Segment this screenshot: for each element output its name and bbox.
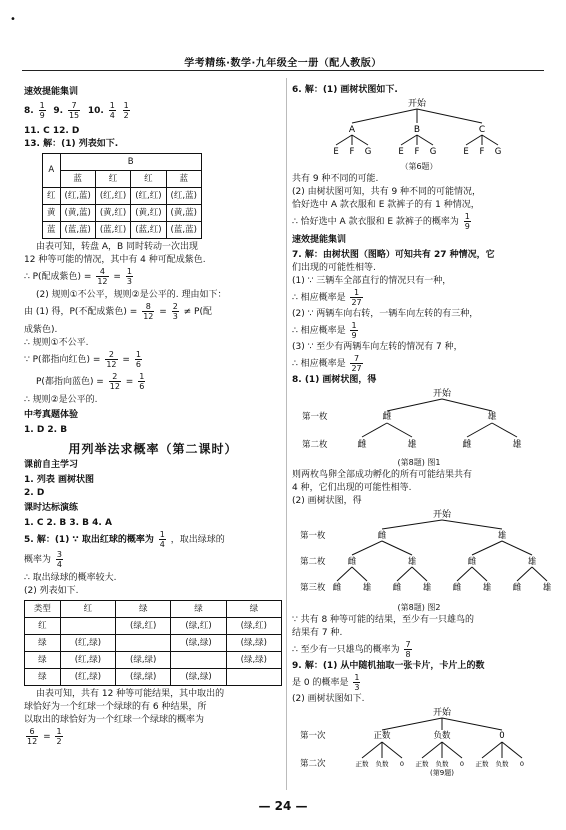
table-col-header: 类型 xyxy=(25,601,61,618)
text-line: 9. 解：(1) 从中随机抽取一张卡片，卡片上的数 xyxy=(292,661,485,671)
q-number: 10. xyxy=(87,106,104,116)
tree-edge xyxy=(352,541,382,555)
fraction: $\frac{2}{12}$ xyxy=(106,350,117,369)
tree-diagram-q6 xyxy=(292,97,542,159)
fraction: $\frac{1}{6}$ xyxy=(139,372,145,391)
tree-edge xyxy=(442,520,502,529)
table-cell: 绿 xyxy=(25,635,61,652)
figure-caption: (第8题) 图2 xyxy=(397,603,441,612)
table-col-header: 红 xyxy=(95,171,130,188)
table-cell xyxy=(60,618,115,635)
table-row xyxy=(25,652,282,669)
tree-leaf: F xyxy=(479,147,485,157)
tree-edge xyxy=(412,567,427,581)
table-row xyxy=(25,669,282,686)
left-column xyxy=(24,84,282,749)
text-line: 则两枚鸟卵全部成功孵化的所有可能结果共有 xyxy=(292,470,473,480)
q-number: 8. xyxy=(24,106,34,116)
text-line: (2) 画树状图，得 xyxy=(292,496,362,506)
section-heading: 中考真题体验 xyxy=(24,410,79,420)
tree-node: 雌 xyxy=(392,583,402,593)
table-cell: (红,蓝) xyxy=(166,188,201,205)
fraction: $\frac{2}{12}$ xyxy=(109,372,120,391)
tree-node: 雄 xyxy=(362,583,372,593)
text-line: (2) 规则①不公平，规则②是公平的. 理由如下： xyxy=(36,290,227,300)
tree-node: 雄 xyxy=(407,557,417,567)
tree-edge xyxy=(397,567,412,581)
table-cell: (黄,红) xyxy=(95,205,130,222)
fraction: $\frac{1}{2}$ xyxy=(123,101,129,120)
header-rule xyxy=(22,70,544,71)
table-cell: (绿,绿) xyxy=(226,635,281,652)
table-cell xyxy=(226,669,281,686)
table-cell: (蓝,红) xyxy=(131,222,166,239)
tree-node: 负数 xyxy=(433,731,451,741)
table-col-header: 蓝 xyxy=(166,171,201,188)
tree-leaf: F xyxy=(414,147,420,157)
table-row xyxy=(43,205,202,222)
tree-edge xyxy=(472,541,502,555)
tree-root: 开始 xyxy=(432,510,452,520)
tree-leaf: G xyxy=(364,147,372,157)
fraction: $\frac{8}{12}$ xyxy=(143,302,154,321)
table-cell xyxy=(116,635,171,652)
fraction: $\frac{7}{27}$ xyxy=(351,354,362,373)
table-cell: (绿,红) xyxy=(226,618,281,635)
table-cell: (蓝,蓝) xyxy=(60,222,95,239)
text-line: ∴ 规则①不公平. xyxy=(24,338,89,348)
tree-leaf: 雄 xyxy=(407,440,417,450)
tree-leaf: 负数 xyxy=(495,760,509,768)
fraction: $\frac{1}{2}$ xyxy=(56,727,62,746)
table-cell: (黄,蓝) xyxy=(166,205,201,222)
text-line: (2) 列表如下. xyxy=(24,586,79,596)
table-cell: 蓝 xyxy=(43,222,61,239)
formula-line: P(都指向蓝色) = $\frac{2}{12}$ = $\frac{1}{6}$ xyxy=(36,372,145,391)
table-row xyxy=(25,635,282,652)
table-cell: (红,红) xyxy=(95,188,130,205)
formula-line: ∴ 相应概率是 $\frac{1}{27}$ xyxy=(292,288,362,307)
formula-line: $\frac{6}{12}$ = $\frac{1}{2}$ xyxy=(27,727,62,746)
tree-edge xyxy=(362,742,382,758)
table-cell: (红,绿) xyxy=(60,652,115,669)
tree-edge xyxy=(352,567,367,581)
text-line: 12 种等可能的情况，其中有 4 种可配成紫色. xyxy=(24,255,206,265)
text-line: 8. (1) 画树状图，得 xyxy=(292,375,377,385)
tree-node: 雄 xyxy=(487,412,497,422)
tree-node: 正数 xyxy=(373,731,391,741)
formula-line: ∴ 相应概率是 $\frac{7}{27}$ xyxy=(292,354,362,373)
table-header: B xyxy=(60,154,201,171)
table-cell: (绿,绿) xyxy=(116,669,171,686)
tree-leaf: 0 xyxy=(399,760,405,768)
answer-line: 13. 解：(1) 列表如下. xyxy=(24,139,119,149)
tree-level-label: 第三枚 xyxy=(300,583,326,593)
tree-edge xyxy=(382,742,402,758)
section-heading: 课前自主学习 xyxy=(24,460,79,470)
fraction: $\frac{1}{3}$ xyxy=(126,267,132,286)
text-line: (3) ∵ 至少有两辆车向左转的情况有 7 种， xyxy=(292,342,463,352)
table-col-header: 绿 xyxy=(171,601,226,618)
table-cell: 绿 xyxy=(25,652,61,669)
text-line: 共有 9 种不同的可能. xyxy=(292,174,379,184)
tree-edge xyxy=(502,541,532,555)
tree-edge xyxy=(502,742,522,758)
tree-diagram-q8-fig1 xyxy=(292,387,542,457)
formula-line: 由 (1) 得，P(不配成紫色) = $\frac{8}{12}$ = $\frac{2}{3}$ ≠ P(配 xyxy=(24,302,212,321)
table-cell: (绿,红) xyxy=(116,618,171,635)
fraction: $\frac{2}{3}$ xyxy=(172,302,178,321)
text-line: ∴ 取出绿球的概率较大. xyxy=(24,573,117,583)
formula-line: 概率为 $\frac{3}{4}$ xyxy=(24,550,62,569)
text-line: 4 种，它们出现的可能性相等. xyxy=(292,483,412,493)
answer-line xyxy=(24,101,282,125)
tree-level-label: 第二枚 xyxy=(302,440,328,450)
formula-line: ∴ 相应概率是 $\frac{1}{9}$ xyxy=(292,321,357,340)
tree-leaf: 正数 xyxy=(355,760,369,768)
tree-node: 雌 xyxy=(377,531,387,541)
page-header: 学考精练·数学·九年级全一册（配人教版） xyxy=(184,58,382,69)
text-line: 以取出的球恰好为一个红球一个绿球的概率为 xyxy=(24,715,205,725)
tree-node: 雌 xyxy=(512,583,522,593)
probability-table-1 xyxy=(42,153,202,239)
fraction: $\frac{1}{3}$ xyxy=(354,673,360,692)
figure-caption: （第6题） xyxy=(400,162,438,171)
text-line: (2) ∵ 两辆车向右转，一辆车向左转的有三种， xyxy=(292,309,479,319)
tree-leaf: G xyxy=(494,147,502,157)
table-corner: A xyxy=(43,154,61,188)
tree-level-label: 第一次 xyxy=(300,731,326,741)
table-cell: (绿,绿) xyxy=(116,652,171,669)
formula-line: ∵ P(都指向红色) = $\frac{2}{12}$ = $\frac{1}{6}$ xyxy=(24,350,141,369)
tree-node: 雌 xyxy=(467,557,477,567)
tree-node: 0 xyxy=(499,731,505,741)
tree-edge xyxy=(482,742,502,758)
tree-leaf: F xyxy=(349,147,355,157)
tree-edge xyxy=(532,567,547,581)
tree-node: 雌 xyxy=(347,557,357,567)
table-cell: 绿 xyxy=(25,669,61,686)
table-cell: (绿,绿) xyxy=(171,635,226,652)
text-line: 成紫色). xyxy=(24,325,58,335)
tree-leaf: E xyxy=(398,147,404,157)
corner-mark: • xyxy=(10,14,16,25)
tree-leaf: 雌 xyxy=(462,440,472,450)
text-line: 7. 解：由树状图（图略）可知共有 27 种情况，它 xyxy=(292,250,495,260)
tree-node: 雄 xyxy=(497,531,507,541)
answer-line: 11. C 12. D xyxy=(24,126,80,136)
fraction: $\frac{7}{15}$ xyxy=(68,101,80,120)
table-col-header: 红 xyxy=(60,601,115,618)
fraction: $\frac{1}{4}$ xyxy=(109,101,115,120)
text-line: 们出现的可能性相等. xyxy=(292,263,376,273)
table-cell: (黄,红) xyxy=(131,205,166,222)
figure-caption: (第9题) xyxy=(430,769,454,777)
answer-line: 1. C 2. B 3. B 4. A xyxy=(24,518,112,528)
table-row xyxy=(43,188,202,205)
column-divider xyxy=(286,78,287,790)
tree-leaf: 正数 xyxy=(415,760,429,768)
table-cell: (蓝,蓝) xyxy=(166,222,201,239)
fraction: $\frac{1}{9}$ xyxy=(464,212,470,231)
tree-edge xyxy=(442,742,462,758)
tree-leaf: 0 xyxy=(519,760,525,768)
tree-level-label: 第一枚 xyxy=(300,531,326,541)
table-cell: (红,绿) xyxy=(60,669,115,686)
text-line: (1) ∵ 三辆车全部直行的情况只有一种， xyxy=(292,276,452,286)
tree-leaf: 雌 xyxy=(357,440,367,450)
fraction: $\frac{1}{9}$ xyxy=(351,321,357,340)
tree-edge xyxy=(422,742,442,758)
tree-leaf: 负数 xyxy=(435,760,449,768)
tree-leaf: 0 xyxy=(459,760,465,768)
section-heading: 速效提能集训 xyxy=(24,87,79,97)
table-cell: (红,红) xyxy=(131,188,166,205)
table-cell: (绿,绿) xyxy=(226,652,281,669)
section-heading: 速效提能集训 xyxy=(292,235,347,245)
tree-leaf: E xyxy=(463,147,469,157)
fraction: $\frac{3}{4}$ xyxy=(56,550,62,569)
table-cell: (绿,红) xyxy=(171,618,226,635)
figure-caption: (第8题) 图1 xyxy=(397,458,441,467)
tree-leaf: E xyxy=(333,147,339,157)
tree-edge xyxy=(472,567,487,581)
tree-level-label: 第二次 xyxy=(300,759,326,769)
tree-diagram-q8-fig2 xyxy=(292,508,552,600)
formula-line: ∴ P(配成紫色) = $\frac{4}{12}$ = $\frac{1}{3}$ xyxy=(24,267,132,286)
fraction: $\frac{1}{27}$ xyxy=(351,288,362,307)
table-cell: (绿,绿) xyxy=(171,669,226,686)
text-line: 由表可知，共有 12 种等可能结果，其中取出的 xyxy=(36,689,225,699)
page-number: — 24 — xyxy=(258,799,308,813)
table-cell: 红 xyxy=(25,618,61,635)
table-cell: 黄 xyxy=(43,205,61,222)
tree-edge xyxy=(382,520,442,529)
table-cell: (黄,蓝) xyxy=(60,205,95,222)
tree-level-label: 第二枚 xyxy=(300,557,326,567)
lesson-title: 用列举法求概率（第二课时） xyxy=(68,442,238,456)
text-line: ∵ 共有 8 种等可能的结果，至少有一只雄鸟的 xyxy=(292,615,475,625)
table-row xyxy=(43,222,202,239)
tree-node: A xyxy=(348,125,356,135)
table-row xyxy=(25,618,282,635)
fraction: $\frac{1}{4}$ xyxy=(159,530,165,549)
fraction: $\frac{6}{12}$ xyxy=(27,727,38,746)
answer-line: 1. D 2. B xyxy=(24,425,68,435)
text-line: (2) 由树状图可知，共有 9 种不同的可能情况， xyxy=(292,187,482,197)
table-cell: 红 xyxy=(43,188,61,205)
tree-edge xyxy=(382,718,442,730)
tree-edge xyxy=(442,718,502,730)
table-col-header: 红 xyxy=(131,171,166,188)
fraction: $\frac{1}{6}$ xyxy=(135,350,141,369)
fraction: $\frac{4}{12}$ xyxy=(97,267,108,286)
table-col-header: 蓝 xyxy=(60,171,95,188)
table-cell xyxy=(171,652,226,669)
tree-node: 雌 xyxy=(382,412,392,422)
text-line: ∴ 规则②是公平的. xyxy=(24,395,98,405)
fraction: $\frac{1}{9}$ xyxy=(39,101,45,120)
tree-edge xyxy=(517,567,532,581)
tree-node: B xyxy=(413,125,421,135)
tree-leaf: 正数 xyxy=(475,760,489,768)
tree-node: 雄 xyxy=(542,583,552,593)
answer-line: 1. 列表 画树状图 xyxy=(24,475,94,485)
answer-line: 2. D xyxy=(24,488,45,498)
tree-node: 雌 xyxy=(452,583,462,593)
tree-node: 雌 xyxy=(332,583,342,593)
tree-node: 雄 xyxy=(527,557,537,567)
fraction: $\frac{7}{8}$ xyxy=(405,640,411,659)
table-cell: (红,绿) xyxy=(60,635,115,652)
tree-leaf: G xyxy=(429,147,437,157)
tree-node: 雄 xyxy=(422,583,432,593)
q-number: 9. xyxy=(53,106,64,116)
tree-root: 开始 xyxy=(407,99,427,109)
probability-table-2 xyxy=(24,600,282,686)
section-heading: 课时达标演练 xyxy=(24,503,79,513)
right-column xyxy=(292,84,552,781)
tree-node: 雄 xyxy=(482,583,492,593)
tree-node: C xyxy=(478,125,486,135)
table-col-header: 绿 xyxy=(116,601,171,618)
text-line: 由表可知，转盘 A，B 同时转动一次出现 xyxy=(36,242,199,252)
tree-diagram-q9 xyxy=(292,706,542,776)
tree-edge xyxy=(337,567,352,581)
table-cell: (蓝,红) xyxy=(95,222,130,239)
tree-root: 开始 xyxy=(432,708,452,718)
formula-line: ∴ 至少有一只雄鸟的概率为 $\frac{7}{8}$ xyxy=(292,640,411,659)
table-col-header: 绿 xyxy=(226,601,281,618)
tree-edge xyxy=(382,541,412,555)
text-line: 结果有 7 种. xyxy=(292,628,343,638)
table-cell: (红,蓝) xyxy=(60,188,95,205)
tree-edge xyxy=(457,567,472,581)
formula-line: 5. 解：(1) ∵ 取出红球的概率为 $\frac{1}{4}$ ，取出绿球的 xyxy=(24,530,225,549)
formula-line: 是 0 的概率是 $\frac{1}{3}$ xyxy=(292,673,360,692)
tree-level-label: 第一枚 xyxy=(302,412,328,422)
formula-line: ∴ 恰好选中 A 款衣服和 E 款裤子的概率为 $\frac{1}{9}$ xyxy=(292,212,470,231)
text-line: 6. 解：(1) 画树状图如下. xyxy=(292,85,398,95)
text-line: (2) 画树状图如下. xyxy=(292,694,365,704)
tree-leaf: 负数 xyxy=(375,760,389,768)
text-line: 球恰好为一个红球一个绿球的有 6 种结果，所 xyxy=(24,702,207,712)
tree-leaf: 雄 xyxy=(512,440,522,450)
text-line: 恰好选中 A 款衣服和 E 款裤子的有 1 种情况， xyxy=(292,200,480,210)
tree-root: 开始 xyxy=(432,389,452,399)
